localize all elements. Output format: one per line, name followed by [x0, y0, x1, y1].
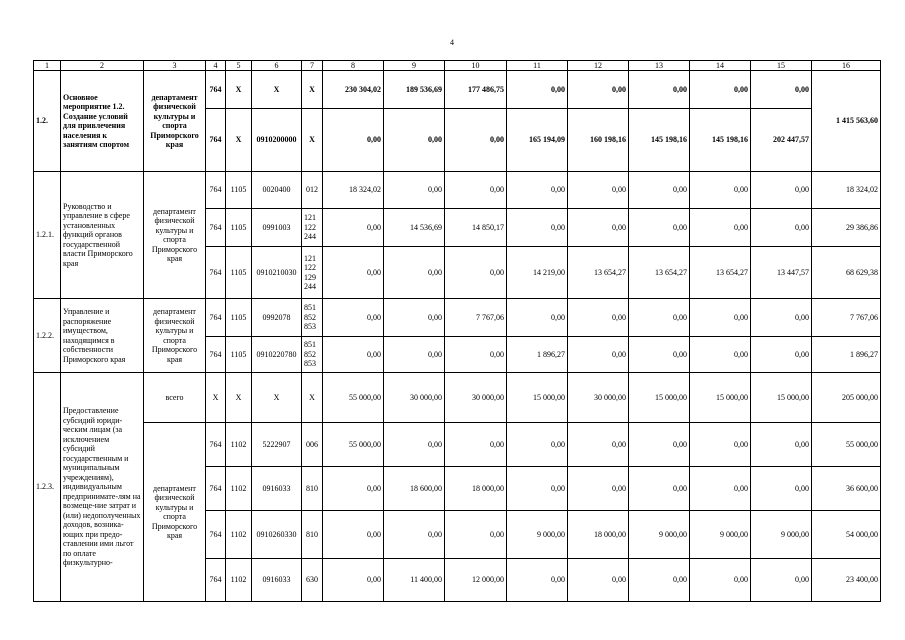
- value-cell: 0,00: [568, 337, 629, 373]
- header-cell: 5: [226, 61, 252, 71]
- value-cell: 15 000,00: [751, 373, 812, 423]
- value-cell: 0,00: [629, 172, 690, 209]
- value-cell: 0,00: [445, 109, 507, 172]
- value-cell: 145 198,16: [629, 109, 690, 172]
- cell-c6: 0020400: [252, 172, 302, 209]
- value-cell: 0,00: [629, 71, 690, 109]
- cell-c4: 764: [206, 299, 226, 337]
- value-cell: 0,00: [568, 559, 629, 602]
- cell-c7: X: [302, 71, 323, 109]
- header-cell: 14: [690, 61, 751, 71]
- value-cell: 0,00: [445, 172, 507, 209]
- value-cell: 0,00: [507, 559, 568, 602]
- cell-c6: 5222907: [252, 423, 302, 467]
- value-cell: 30 000,00: [445, 373, 507, 423]
- total-cell: 68 629,38: [812, 247, 881, 299]
- activity-name: Основное мероприятие 1.2. Создание условий для привлечения населения к занятиям спортом: [61, 71, 144, 172]
- value-cell: 230 304,02: [323, 71, 384, 109]
- cell-c6: X: [252, 71, 302, 109]
- value-cell: 30 000,00: [384, 373, 445, 423]
- row-number: 1.2.: [34, 71, 61, 172]
- cell-c6: 0910220780: [252, 337, 302, 373]
- value-cell: 0,00: [751, 71, 812, 109]
- total-cell: 1 896,27: [812, 337, 881, 373]
- value-cell: 0,00: [690, 71, 751, 109]
- cell-c6: 0916033: [252, 467, 302, 511]
- value-cell: 0,00: [323, 511, 384, 559]
- cell-c4: 764: [206, 172, 226, 209]
- value-cell: 9 000,00: [751, 511, 812, 559]
- cell-c4: 764: [206, 209, 226, 247]
- value-cell: 0,00: [690, 467, 751, 511]
- value-cell: 0,00: [629, 559, 690, 602]
- value-cell: 0,00: [690, 209, 751, 247]
- value-cell: 14 850,17: [445, 209, 507, 247]
- cell-c7: 006: [302, 423, 323, 467]
- value-cell: 0,00: [384, 511, 445, 559]
- value-cell: 55 000,00: [323, 373, 384, 423]
- value-cell: 0,00: [384, 423, 445, 467]
- value-cell: 0,00: [323, 109, 384, 172]
- value-cell: 0,00: [384, 299, 445, 337]
- cell-c6: 0916033: [252, 559, 302, 602]
- cell-c5: 1105: [226, 209, 252, 247]
- department: департамент физической культуры и спорта Приморского края: [144, 71, 206, 172]
- header-cell: 2: [61, 61, 144, 71]
- value-cell: 0,00: [384, 172, 445, 209]
- value-cell: 0,00: [323, 467, 384, 511]
- total-cell: 205 000,00: [812, 373, 881, 423]
- value-cell: 0,00: [323, 559, 384, 602]
- value-cell: 0,00: [629, 209, 690, 247]
- department-total: всего: [144, 373, 206, 423]
- cell-c4: 764: [206, 423, 226, 467]
- cell-c5: 1105: [226, 247, 252, 299]
- value-cell: 15 000,00: [690, 373, 751, 423]
- cell-c5: 1105: [226, 299, 252, 337]
- value-cell: 0,00: [690, 337, 751, 373]
- value-cell: 30 000,00: [568, 373, 629, 423]
- value-cell: 12 000,00: [445, 559, 507, 602]
- cell-c5: 1105: [226, 172, 252, 209]
- value-cell: 0,00: [384, 109, 445, 172]
- cell-c6: 0910210030: [252, 247, 302, 299]
- value-cell: 9 000,00: [690, 511, 751, 559]
- total-cell: 1 415 563,60: [812, 71, 881, 172]
- header-cell: 13: [629, 61, 690, 71]
- value-cell: 13 654,27: [629, 247, 690, 299]
- department: департамент физической культуры и спорта Приморского края: [144, 172, 206, 299]
- value-cell: 14 536,69: [384, 209, 445, 247]
- value-cell: 0,00: [445, 337, 507, 373]
- value-cell: 18 000,00: [568, 511, 629, 559]
- cell-c4: 764: [206, 511, 226, 559]
- department: департамент физической культуры и спорта Приморского края: [144, 423, 206, 602]
- value-cell: 0,00: [690, 559, 751, 602]
- value-cell: 177 486,75: [445, 71, 507, 109]
- header-cell: 10: [445, 61, 507, 71]
- table-row: [34, 71, 881, 109]
- cell-c7: X: [302, 109, 323, 172]
- header-cell: 3: [144, 61, 206, 71]
- value-cell: 15 000,00: [629, 373, 690, 423]
- cell-c6: X: [252, 373, 302, 423]
- value-cell: 0,00: [690, 172, 751, 209]
- value-cell: 13 654,27: [568, 247, 629, 299]
- total-cell: 36 600,00: [812, 467, 881, 511]
- cell-c7: 810: [302, 511, 323, 559]
- cell-c5: 1102: [226, 423, 252, 467]
- value-cell: 55 000,00: [323, 423, 384, 467]
- value-cell: 0,00: [507, 172, 568, 209]
- total-cell: 54 000,00: [812, 511, 881, 559]
- value-cell: 0,00: [751, 172, 812, 209]
- cell-c7: 121 122 244: [302, 209, 323, 247]
- header-cell: 11: [507, 61, 568, 71]
- value-cell: 14 219,00: [507, 247, 568, 299]
- cell-c5: 1105: [226, 337, 252, 373]
- value-cell: 0,00: [323, 299, 384, 337]
- value-cell: 0,00: [568, 172, 629, 209]
- table-row: [34, 299, 881, 337]
- cell-c4: 764: [206, 71, 226, 109]
- value-cell: 0,00: [751, 337, 812, 373]
- value-cell: 15 000,00: [507, 373, 568, 423]
- value-cell: 0,00: [751, 209, 812, 247]
- value-cell: 145 198,16: [690, 109, 751, 172]
- value-cell: 0,00: [445, 247, 507, 299]
- value-cell: 0,00: [568, 209, 629, 247]
- value-cell: 0,00: [384, 337, 445, 373]
- value-cell: 0,00: [690, 423, 751, 467]
- cell-c4: 764: [206, 247, 226, 299]
- page-number: 4: [450, 38, 454, 47]
- total-cell: 7 767,06: [812, 299, 881, 337]
- value-cell: 0,00: [751, 299, 812, 337]
- header-cell: 8: [323, 61, 384, 71]
- value-cell: 18 000,00: [445, 467, 507, 511]
- value-cell: 9 000,00: [629, 511, 690, 559]
- value-cell: 13 654,27: [690, 247, 751, 299]
- value-cell: 0,00: [751, 467, 812, 511]
- cell-c4: 764: [206, 109, 226, 172]
- value-cell: 0,00: [384, 247, 445, 299]
- total-cell: 55 000,00: [812, 423, 881, 467]
- value-cell: 0,00: [507, 423, 568, 467]
- row-number: 1.2.3.: [34, 373, 61, 602]
- value-cell: 189 536,69: [384, 71, 445, 109]
- cell-c6: 0991003: [252, 209, 302, 247]
- cell-c7: X: [302, 373, 323, 423]
- activity-name: Руководство и управление в сфере установленных функций органов государственной власти Приморского края: [61, 172, 144, 299]
- header-cell: 4: [206, 61, 226, 71]
- value-cell: 13 447,57: [751, 247, 812, 299]
- value-cell: 0,00: [445, 423, 507, 467]
- header-cell: 12: [568, 61, 629, 71]
- cell-c7: 121 122 129 244: [302, 247, 323, 299]
- header-cell: 7: [302, 61, 323, 71]
- value-cell: 0,00: [568, 467, 629, 511]
- cell-c5: 1102: [226, 559, 252, 602]
- value-cell: 0,00: [323, 209, 384, 247]
- value-cell: 0,00: [323, 337, 384, 373]
- value-cell: 160 198,16: [568, 109, 629, 172]
- total-cell: 18 324,02: [812, 172, 881, 209]
- header-cell: 15: [751, 61, 812, 71]
- value-cell: 0,00: [445, 511, 507, 559]
- activity-name: Управление и распоряжение имуществом, находящимся в собственности Приморского края: [61, 299, 144, 373]
- value-cell: 202 447,57: [751, 109, 812, 172]
- value-cell: 9 000,00: [507, 511, 568, 559]
- value-cell: 165 194,09: [507, 109, 568, 172]
- budget-table: [33, 60, 881, 602]
- cell-c7: 810: [302, 467, 323, 511]
- value-cell: 0,00: [629, 299, 690, 337]
- header-row: [34, 61, 881, 71]
- value-cell: 0,00: [629, 467, 690, 511]
- value-cell: 0,00: [629, 423, 690, 467]
- value-cell: 0,00: [629, 337, 690, 373]
- value-cell: 18 600,00: [384, 467, 445, 511]
- table-row: [34, 373, 881, 423]
- value-cell: 11 400,00: [384, 559, 445, 602]
- value-cell: 0,00: [751, 423, 812, 467]
- cell-c5: 1102: [226, 511, 252, 559]
- value-cell: 0,00: [507, 71, 568, 109]
- value-cell: 1 896,27: [507, 337, 568, 373]
- cell-c7: 012: [302, 172, 323, 209]
- cell-c5: X: [226, 71, 252, 109]
- cell-c4: 764: [206, 559, 226, 602]
- value-cell: 0,00: [507, 209, 568, 247]
- header-cell: 6: [252, 61, 302, 71]
- total-cell: 23 400,00: [812, 559, 881, 602]
- table-row: [34, 423, 881, 467]
- header-cell: 16: [812, 61, 881, 71]
- cell-c6: 0910200000: [252, 109, 302, 172]
- table-row: [34, 172, 881, 209]
- cell-c4: 764: [206, 337, 226, 373]
- cell-c7: 851 852 853: [302, 337, 323, 373]
- value-cell: 0,00: [751, 559, 812, 602]
- activity-name: Предоставление субсидий юриди-ческим лицам (за исключением субсидий государственным и муниципальным учреждениям), индивидуальным предпринимате-лям на возмеще-ние затрат и (или) недополученных доходов, возника-ющих при предо-ставлении ими льгот по оплате физкультурно-: [61, 373, 144, 602]
- cell-c7: 630: [302, 559, 323, 602]
- value-cell: 0,00: [507, 467, 568, 511]
- cell-c4: 764: [206, 467, 226, 511]
- header-cell: 9: [384, 61, 445, 71]
- row-number: 1.2.1.: [34, 172, 61, 299]
- department: департамент физической культуры и спорта Приморского края: [144, 299, 206, 373]
- cell-c6: 0910260330: [252, 511, 302, 559]
- value-cell: 0,00: [568, 423, 629, 467]
- cell-c5: X: [226, 109, 252, 172]
- cell-c5: X: [226, 373, 252, 423]
- value-cell: 0,00: [568, 71, 629, 109]
- cell-c6: 0992078: [252, 299, 302, 337]
- cell-c5: 1102: [226, 467, 252, 511]
- total-cell: 29 386,86: [812, 209, 881, 247]
- cell-c4: X: [206, 373, 226, 423]
- value-cell: 7 767,06: [445, 299, 507, 337]
- value-cell: 0,00: [690, 299, 751, 337]
- value-cell: 0,00: [323, 247, 384, 299]
- value-cell: 18 324,02: [323, 172, 384, 209]
- row-number: 1.2.2.: [34, 299, 61, 373]
- value-cell: 0,00: [507, 299, 568, 337]
- value-cell: 0,00: [568, 299, 629, 337]
- header-cell: 1: [34, 61, 61, 71]
- cell-c7: 851 852 853: [302, 299, 323, 337]
